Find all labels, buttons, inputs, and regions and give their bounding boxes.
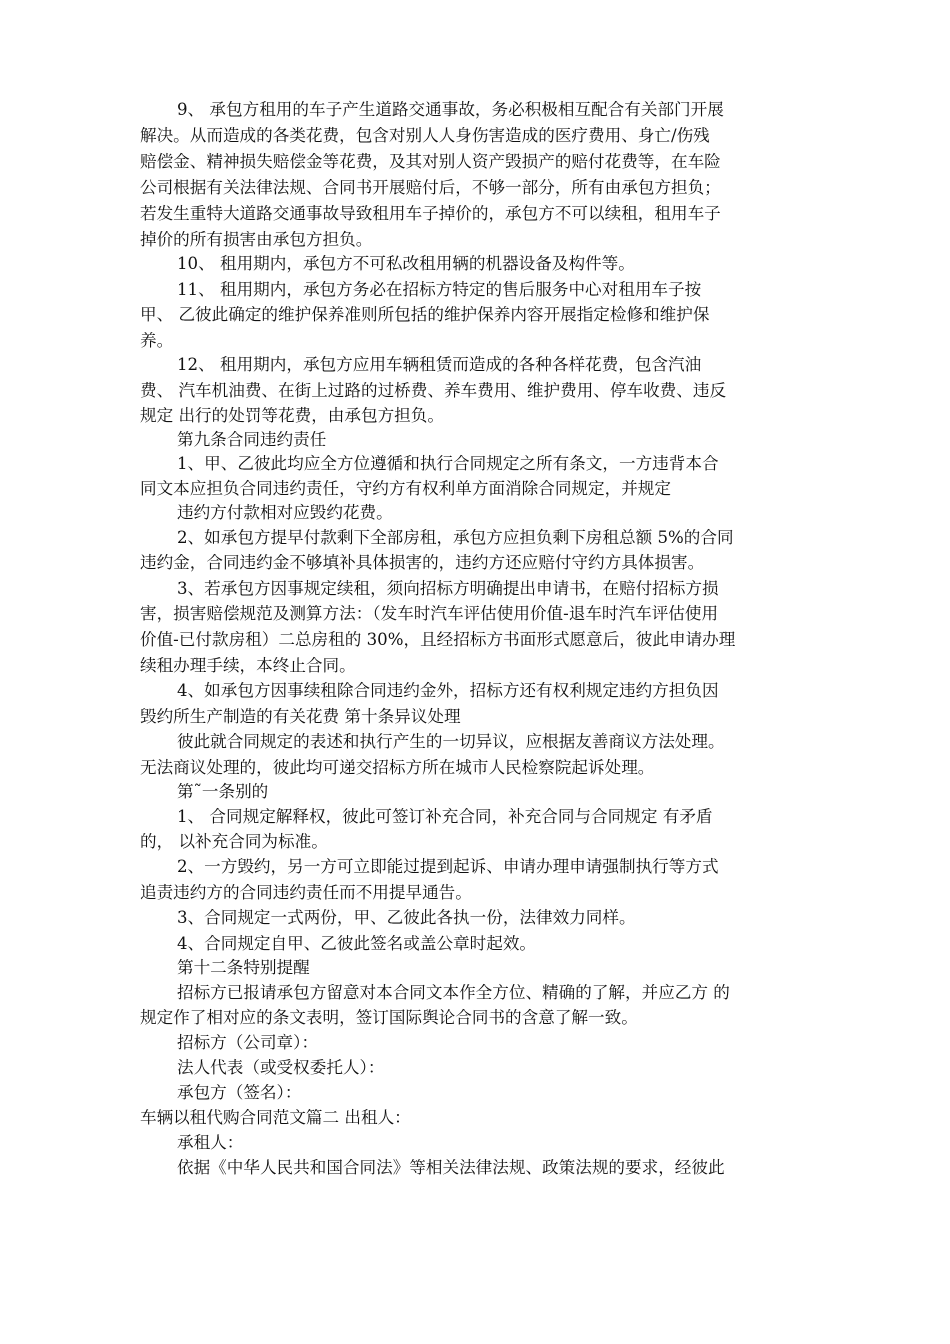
text-line: 养。 <box>140 331 174 350</box>
text-line: 赔偿金、精神损失赔偿金等花费，及其对别人资产毁损产的赔付花费等，在车险 <box>140 152 721 171</box>
text-line: 2、一方毁约，另一方可立即能过提到起诉、申请办理申请强制执行等方式 <box>177 857 719 876</box>
text-line: 4、合同规定自甲、乙彼此签名或盖公章时起效。 <box>177 934 537 953</box>
text-line: 规定 出行的处罚等花费，由承包方担负。 <box>140 406 444 425</box>
text-line: 违约方付款相对应毁约花费。 <box>177 503 393 522</box>
text-line: 依据《中华人民共和国合同法》等相关法律法规、政策法规的要求，经彼此 <box>177 1158 725 1177</box>
text-line: 11、 租用期内，承包方务必在招标方特定的售后服务中心对租用车子按 <box>177 280 702 299</box>
text-line: 的， 以补充合同为标准。 <box>140 832 328 851</box>
text-line: 承租人： <box>177 1133 244 1152</box>
section-heading: 第九条合同违约责任 <box>177 430 327 449</box>
text-line: 无法商议处理的，彼此均可递交招标方所在城市人民检察院起诉处理。 <box>140 758 655 777</box>
text-line: 4、如承包方因事续租除合同违约金外，招标方还有权利规定违约方担负因 <box>177 681 719 700</box>
signature-label: 承包方（签名）： <box>177 1083 302 1102</box>
text-line: 违约金，合同违约金不够填补具体损害的，违约方还应赔付守约方具体损害。 <box>140 553 705 572</box>
text-line: 毁约所生产制造的有关花费 第十条异议处理 <box>140 707 461 726</box>
text-line: 1、甲、乙彼此均应全方位遵循和执行合同规定之所有条文，一方违背本合 <box>177 454 719 473</box>
text-line: 价值-已付款房租）二总房租的 30%，且经招标方书面形式愿意后，彼此申请办理 <box>140 630 736 649</box>
section-heading: 第˜一条别的 <box>177 782 269 801</box>
text-line: 若发生重特大道路交通事故导致租用车子掉价的，承包方不可以续租，租用车子 <box>140 204 721 223</box>
text-line: 掉价的所有损害由承包方担负。 <box>140 230 373 249</box>
text-line: 同文本应担负合同违约责任，守约方有权利单方面消除合同规定，并规定 <box>140 479 671 498</box>
signature-label: 招标方（公司章）： <box>177 1033 319 1052</box>
text-line: 3、若承包方因事规定续租，须向招标方明确提出申请书，在赔付招标方损 <box>177 579 719 598</box>
signature-label: 法人代表（或受权委托人）： <box>177 1058 385 1077</box>
text-line: 3、合同规定一式两份，甲、乙彼此各执一份，法律效力同样。 <box>177 908 636 927</box>
text-line: 9、 承包方租用的车子产生道路交通事故，务必积极相互配合有关部门开展 <box>177 100 724 119</box>
text-line: 12、 租用期内，承包方应用车辆租赁而造成的各种各样花费，包含汽油 <box>177 355 702 374</box>
text-line: 甲、 乙彼此确定的维护保养准则所包括的维护保养内容开展指定检修和维护保 <box>140 305 710 324</box>
text-line: 10、 租用期内，承包方不可私改租用辆的机器设备及构件等。 <box>177 254 635 273</box>
text-line: 招标方已报请承包方留意对本合同文本作全方位、精确的了解，并应乙方 的 <box>177 983 730 1002</box>
text-line: 费、 汽车机油费、在街上过路的过桥费、养车费用、维护费用、停车收费、违反 <box>140 381 727 400</box>
text-line: 彼此就合同规定的表述和执行产生的一切异议，应根据友善商议方法处理。 <box>177 732 725 751</box>
text-line: 解决。从而造成的各类花费，包含对别人人身伤害造成的医疗费用、身亡/伤残 <box>140 126 710 145</box>
text-line: 2、如承包方提早付款剩下全部房租，承包方应担负剩下房租总额 5%的合同 <box>177 528 734 547</box>
section-heading: 第十二条特别提醒 <box>177 958 310 977</box>
text-line: 公司根据有关法律法规、合同书开展赔付后，不够一部分，所有由承包方担负； <box>140 178 721 197</box>
document-subtitle: 车辆以租代购合同范文篇二 出租人： <box>140 1108 411 1127</box>
text-line: 规定作了相对应的条文表明，签订国际舆论合同书的含意了解一致。 <box>140 1008 638 1027</box>
text-line: 害，损害赔偿规范及测算方法：（发车时汽车评估使用价值-退车时汽车评估使用 <box>140 604 719 623</box>
text-line: 1、 合同规定解释权，彼此可签订补充合同，补充合同与合同规定 有矛盾 <box>177 807 713 826</box>
text-line: 追责违约方的合同违约责任而不用提早通告。 <box>140 883 472 902</box>
text-line: 续租办理手续，本终止合同。 <box>140 656 356 675</box>
